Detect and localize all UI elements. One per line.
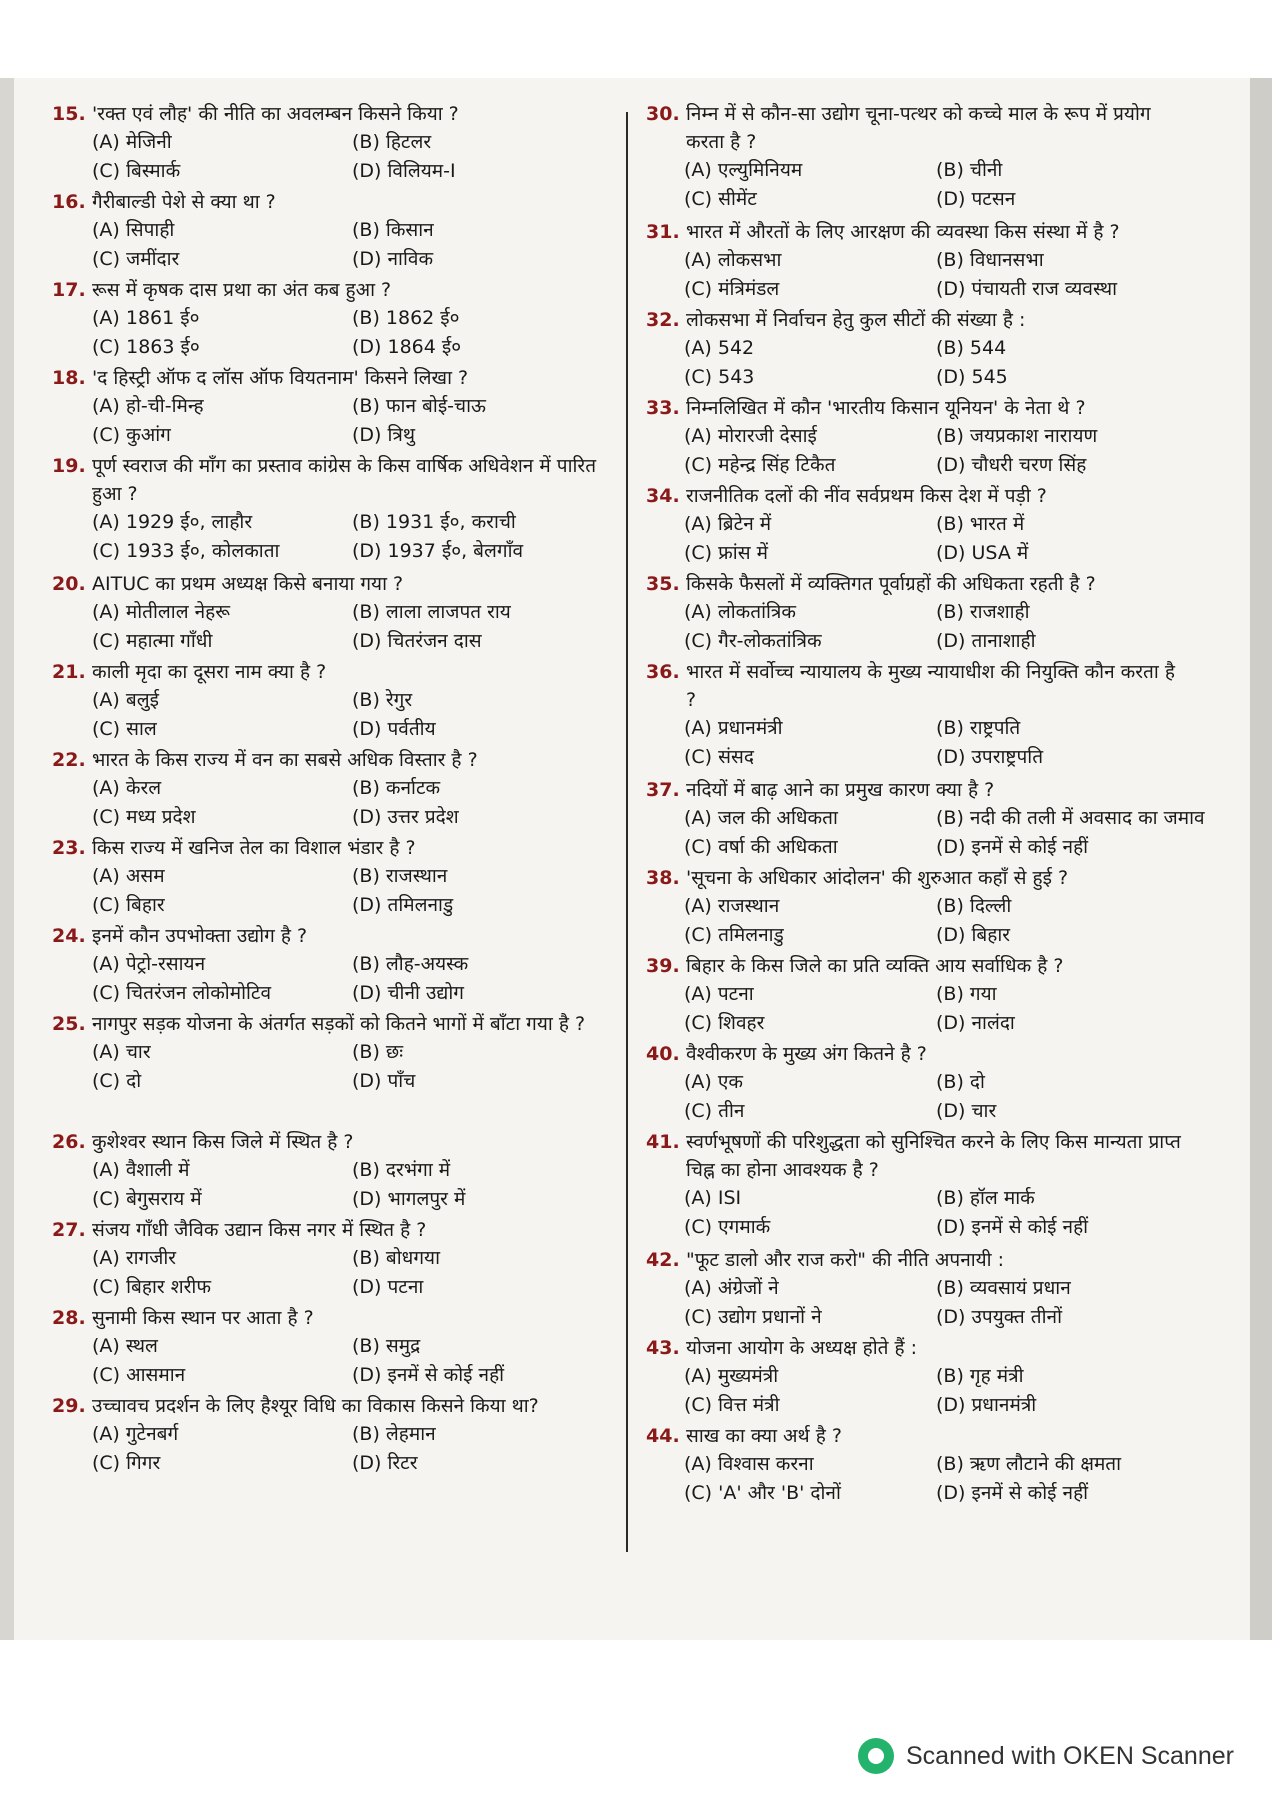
option-item: (B) दो [936,1071,985,1093]
options-grid [52,686,620,744]
question-item [646,1422,1186,1510]
options-grid [646,1274,1186,1332]
options-grid [52,216,620,274]
options-grid [646,156,1186,214]
question-text: वैश्वीकरण के मुख्य अंग कितने है ? [686,1043,927,1065]
option-item: (B) नदी की तली में अवसाद का जमाव [936,807,1205,829]
options-grid [646,246,1186,304]
option-item: (A) जल की अधिकता [684,807,838,829]
question-header [52,570,620,598]
question-text: भारत में सर्वोच्च न्यायालय के मुख्य न्यायाधीश की नियुक्ति कौन करता है ? [686,661,1175,711]
option-item: (C) एगमार्क [684,1216,771,1238]
option-item: (D) उपयुक्त तीनों [936,1306,1062,1328]
option-item: (D) चार [936,1100,997,1122]
option-item: (A) विश्वास करना [684,1453,814,1475]
question-item [52,452,620,570]
question-header [52,1216,620,1244]
question-header [646,1334,1186,1362]
options-grid [52,862,620,920]
question-number: 22. [52,749,86,771]
option-item: (A) 542 [684,337,755,359]
options-grid [52,508,620,566]
options-grid [52,392,620,450]
question-number: 30. [646,103,680,125]
option-item: (B) दरभंगा में [352,1159,451,1181]
option-item: (B) राष्ट्रपति [936,717,1021,739]
option-item: (A) केरल [92,777,162,799]
option-item: (A) हो-ची-मिन्ह [92,395,204,417]
question-item [646,100,1186,218]
options-grid [52,1156,620,1214]
option-item: (D) USA में [936,542,1029,564]
option-item: (D) त्रिथु [352,424,416,446]
option-item: (C) तमिलनाडु [684,924,784,946]
question-text: इनमें कौन उपभोक्ता उद्योग है ? [92,925,308,947]
option-item: (C) बिहार [92,894,165,916]
option-item: (C) बिस्मार्क [92,160,181,182]
option-item: (C) शिवहर [684,1012,765,1034]
option-item: (C) चितरंजन लोकोमोटिव [92,982,272,1004]
option-item: (D) भागलपुर में [352,1188,466,1210]
scanner-label: Scanned with OKEN Scanner [906,1741,1234,1770]
option-item: (A) रागजीर [92,1247,177,1269]
question-text: कुशेश्वर स्थान किस जिले में स्थित है ? [92,1131,354,1153]
option-item: (A) पटना [684,983,754,1005]
options-grid [52,128,620,186]
question-number: 27. [52,1219,86,1241]
option-item: (A) मोरारजी देसाई [684,425,817,447]
right-column [646,100,1205,1510]
question-number: 36. [646,661,680,683]
question-text: नागपुर सड़क योजना के अंतर्गत सड़कों को कितने भागों में बाँटा गया है ? [92,1013,586,1035]
options-grid [52,304,620,362]
question-number: 19. [52,455,86,477]
option-item: (C) गिगर [92,1452,161,1474]
question-header [646,776,1186,804]
question-text: 'सूचना के अधिकार आंदोलन' की शुरुआत कहाँ से हुई ? [686,867,1069,889]
question-number: 42. [646,1249,680,1271]
question-header [646,864,1186,892]
question-header [646,570,1186,598]
option-item: (B) गया [936,983,997,1005]
question-text: संजय गाँधी जैविक उद्यान किस नगर में स्थित है ? [92,1219,427,1241]
option-item: (B) राजस्थान [352,865,448,887]
question-text: स्वर्णभूषणों की परिशुद्धता को सुनिश्चित करने के लिए किस मान्यता प्राप्त चिह्न का होना आवश्यक है ? [686,1131,1181,1181]
question-item [646,658,1186,776]
options-grid [646,598,1186,656]
question-header [52,746,620,774]
question-header [646,394,1186,422]
option-item: (C) सीमेंट [684,188,757,210]
question-header [52,1128,620,1156]
options-grid [52,1420,620,1478]
question-text: "फूट डालो और राज करो" की नीति अपनायी : [686,1249,1005,1271]
option-item: (A) एल्युमिनियम [684,159,803,181]
option-item: (B) 1862 ई० [352,307,460,329]
question-number: 43. [646,1337,680,1359]
question-text: नदियों में बाढ़ आने का प्रमुख कारण क्या है ? [686,779,995,801]
options-grid [52,598,620,656]
question-item [646,1128,1186,1246]
question-text: 'रक्त एवं लौह' की नीति का अवलम्बन किसने किया ? [92,103,459,125]
question-item [52,1216,620,1304]
question-number: 31. [646,221,680,243]
question-item [52,746,620,834]
option-item: (B) व्यवसायं प्रधान [936,1277,1071,1299]
option-item: (B) लौह-अयस्क [352,953,469,975]
option-item: (B) समुद्र [352,1335,421,1357]
question-header [52,188,620,216]
option-item: (C) 543 [684,366,755,388]
question-text: काली मृदा का दूसरा नाम क्या है ? [92,661,327,683]
option-item: (C) वर्षा की अधिकता [684,836,838,858]
option-item: (C) बेगुसराय में [92,1188,202,1210]
question-text: किस राज्य में खनिज तेल का विशाल भंडार है ? [92,837,416,859]
question-header [52,922,620,950]
question-item [646,1334,1186,1422]
question-number: 38. [646,867,680,889]
question-item [52,364,620,452]
question-number: 24. [52,925,86,947]
question-header [52,1010,620,1038]
option-item: (C) 'A' और 'B' दोनों [684,1482,841,1504]
option-item: (A) चार [92,1041,151,1063]
question-number: 20. [52,573,86,595]
question-text: 'द हिस्ट्री ऑफ द लॉस ऑफ वियतनाम' किसने लिखा ? [92,367,469,389]
question-text: निम्न में से कौन-सा उद्योग चूना-पत्थर को कच्चे माल के रूप में प्रयोग करता है ? [686,103,1151,153]
question-header [646,482,1186,510]
option-item: (B) राजशाही [936,601,1030,623]
option-item: (D) तमिलनाडु [352,894,454,916]
options-grid [646,1450,1186,1508]
option-item: (C) मंत्रिमंडल [684,278,780,300]
option-item: (A) गुटेनबर्ग [92,1423,179,1445]
option-item: (A) स्थल [92,1335,158,1357]
question-item [52,1010,620,1128]
option-item: (C) आसमान [92,1364,186,1386]
question-text: सुनामी किस स्थान पर आता है ? [92,1307,314,1329]
option-item: (D) नाविक [352,248,434,270]
oken-scanner-logo-icon [858,1738,894,1774]
option-item: (B) छः [352,1041,404,1063]
question-number: 40. [646,1043,680,1065]
option-item: (B) गृह मंत्री [936,1365,1024,1387]
options-grid [52,1332,620,1390]
question-number: 28. [52,1307,86,1329]
option-item: (D) पटसन [936,188,1016,210]
option-item: (B) विधानसभा [936,249,1044,271]
question-text: साख का क्या अर्थ है ? [686,1425,842,1447]
option-item: (C) संसद [684,746,754,768]
option-item: (D) चौधरी चरण सिंह [936,454,1087,476]
option-item: (A) एक [684,1071,743,1093]
option-item: (B) कर्नाटक [352,777,441,799]
question-item [646,776,1205,864]
option-item: (D) प्रधानमंत्री [936,1394,1037,1416]
option-item: (A) लोकतांत्रिक [684,601,797,623]
column-divider [626,112,628,1552]
option-item: (D) इनमें से कोई नहीं [352,1364,505,1386]
question-text: गैरीबाल्डी पेशे से क्या था ? [92,191,276,213]
question-number: 37. [646,779,680,801]
option-item: (B) किसान [352,219,434,241]
question-number: 25. [52,1013,86,1035]
question-number: 23. [52,837,86,859]
option-item: (D) 1937 ई०, बेलगाँव [352,540,524,562]
option-item: (A) पेट्रो-रसायन [92,953,206,975]
question-item [52,834,620,922]
question-text: AITUC का प्रथम अध्यक्ष किसे बनाया गया ? [92,573,404,595]
question-header [646,1040,1186,1068]
question-text: निम्नलिखित में कौन 'भारतीय किसान यूनियन' के नेता थे ? [686,397,1086,419]
option-item: (B) भारत में [936,513,1025,535]
question-item [52,658,620,746]
option-item: (A) लोकसभा [684,249,782,271]
question-text: योजना आयोग के अध्यक्ष होते हैं : [686,1337,918,1359]
option-item: (D) उपराष्ट्रपति [936,746,1044,768]
option-item: (A) मेजिनी [92,131,172,153]
question-item [646,952,1186,1040]
options-grid [646,980,1186,1038]
option-item: (B) 544 [936,337,1007,359]
options-grid [52,774,620,832]
option-item: (D) तानाशाही [936,630,1036,652]
question-item [646,864,1186,952]
question-header [52,276,620,304]
option-item: (D) रिटर [352,1452,418,1474]
option-item: (B) चीनी [936,159,1003,181]
option-item: (B) हॉल मार्क [936,1187,1035,1209]
question-text: भारत में औरतों के लिए आरक्षण की व्यवस्था किस संस्था में है ? [686,221,1120,243]
option-item: (D) पाँच [352,1070,416,1092]
question-text: किसके फैसलों में व्यक्तिगत पूर्वाग्रहों की अधिकता रहती है ? [686,573,1096,595]
scanner-watermark [858,1738,1234,1774]
question-header [646,1128,1186,1184]
option-item: (A) प्रधानमंत्री [684,717,783,739]
question-item [646,1040,1186,1128]
options-grid [646,714,1186,772]
question-item [52,1304,620,1392]
option-item: (A) 1929 ई०, लाहौर [92,511,253,533]
option-item: (A) वैशाली में [92,1159,190,1181]
question-item [646,1246,1186,1334]
question-item [646,306,1186,394]
question-header [52,834,620,862]
option-item: (C) मध्य प्रदेश [92,806,196,828]
option-item: (D) चितरंजन दास [352,630,482,652]
options-grid [646,1362,1186,1420]
option-item: (B) बोधगया [352,1247,440,1269]
question-text: पूर्ण स्वराज की माँग का प्रस्ताव कांग्रेस के किस वार्षिक अधिवेशन में पारित हुआ ? [92,455,597,505]
options-grid [52,950,620,1008]
question-number: 35. [646,573,680,595]
option-item: (D) पटना [352,1276,424,1298]
option-item: (D) बिहार [936,924,1011,946]
question-text: उच्चावच प्रदर्शन के लिए हैश्यूर विधि का विकास किसने किया था? [92,1395,539,1417]
question-header [646,1246,1186,1274]
option-item: (C) उद्योग प्रधानों ने [684,1306,822,1328]
question-number: 15. [52,103,86,125]
question-text: लोकसभा में निर्वाचन हेतु कुल सीटों की संख्या है : [686,309,1026,331]
option-item: (B) लाला लाजपत राय [352,601,511,623]
question-header [646,952,1186,980]
question-item [52,188,620,276]
question-item [52,1392,620,1510]
option-item: (C) वित्त मंत्री [684,1394,780,1416]
question-header [646,658,1186,714]
option-item: (D) विलियम-I [352,160,456,182]
question-text: राजनीतिक दलों की नींव सर्वप्रथम किस देश में पड़ी ? [686,485,1047,507]
option-item: (B) 1931 ई०, कराची [352,511,516,533]
question-header [52,1392,620,1420]
options-grid [52,1244,620,1302]
option-item: (B) हिटलर [352,131,432,153]
option-item: (C) महात्मा गाँधी [92,630,213,652]
option-item: (D) 1864 ई० [352,336,462,358]
question-item [646,482,1186,570]
option-item: (B) दिल्ली [936,895,1012,917]
options-grid [646,422,1186,480]
question-number: 17. [52,279,86,301]
question-number: 39. [646,955,680,977]
option-item: (A) मोतीलाल नेहरू [92,601,231,623]
option-item: (A) ब्रिटेन में [684,513,772,535]
question-header [52,364,620,392]
option-item: (C) जमींदार [92,248,180,270]
option-item: (D) उत्तर प्रदेश [352,806,459,828]
option-item: (C) फ्रांस में [684,542,768,564]
question-item [52,1128,620,1216]
option-item: (B) लेहमान [352,1423,436,1445]
question-text: बिहार के किस जिले का प्रति व्यक्ति आय सर्वाधिक है ? [686,955,1064,977]
option-item: (C) बिहार शरीफ [92,1276,211,1298]
option-item: (D) इनमें से कोई नहीं [936,1216,1089,1238]
question-item [646,218,1186,306]
option-item: (C) गैर-लोकतांत्रिक [684,630,822,652]
options-grid [646,334,1186,392]
question-header [646,100,1186,156]
option-item: (B) रेगुर [352,689,413,711]
option-item: (C) साल [92,718,157,740]
options-grid [646,510,1186,568]
question-number: 26. [52,1131,86,1153]
question-header [52,658,620,686]
option-item: (D) पर्वतीय [352,718,436,740]
options-grid [646,1068,1186,1126]
option-item: (D) इनमें से कोई नहीं [936,836,1089,858]
option-item: (D) 545 [936,366,1008,388]
question-item [52,276,620,364]
option-item: (B) फान बोई-चाऊ [352,395,486,417]
question-number: 21. [52,661,86,683]
question-header [646,218,1186,246]
option-item: (A) ISI [684,1187,742,1209]
option-item: (A) राजस्थान [684,895,780,917]
question-item [52,570,620,658]
option-item: (D) पंचायती राज व्यवस्था [936,278,1118,300]
option-item: (C) 1933 ई०, कोलकाता [92,540,280,562]
question-number: 29. [52,1395,86,1417]
option-item: (D) इनमें से कोई नहीं [936,1482,1089,1504]
question-item [646,394,1186,482]
option-item: (A) बलुई [92,689,159,711]
option-item: (C) कुआंग [92,424,171,446]
question-number: 18. [52,367,86,389]
question-item [646,570,1186,658]
question-number: 41. [646,1131,680,1153]
option-item: (A) असम [92,865,165,887]
left-column [52,100,620,1510]
options-grid [646,1184,1186,1242]
question-header [646,306,1186,334]
question-header [52,100,620,128]
question-item [52,922,620,1010]
option-item: (A) सिपाही [92,219,175,241]
question-header [52,452,620,508]
option-item: (D) नालंदा [936,1012,1015,1034]
option-item: (B) जयप्रकाश नारायण [936,425,1098,447]
question-number: 44. [646,1425,680,1447]
option-item: (A) 1861 ई० [92,307,200,329]
options-grid [646,804,1205,862]
option-item: (C) दो [92,1070,142,1092]
question-text: रूस में कृषक दास प्रथा का अंत कब हुआ ? [92,279,392,301]
question-header [52,1304,620,1332]
option-item: (C) महेन्द्र सिंह टिकैत [684,454,836,476]
option-item: (D) चीनी उद्योग [352,982,464,1004]
question-number: 16. [52,191,86,213]
question-number: 34. [646,485,680,507]
question-text: भारत के किस राज्य में वन का सबसे अधिक विस्तार है ? [92,749,478,771]
option-item: (C) 1863 ई० [92,336,200,358]
options-grid [646,892,1186,950]
question-header [646,1422,1186,1450]
options-grid [52,1038,620,1096]
option-item: (C) तीन [684,1100,745,1122]
question-number: 32. [646,309,680,331]
option-item: (A) मुख्यमंत्री [684,1365,779,1387]
option-item: (B) ऋण लौटाने की क्षमता [936,1453,1122,1475]
option-item: (A) अंग्रेजों ने [684,1277,779,1299]
question-number: 33. [646,397,680,419]
question-item [52,100,620,188]
